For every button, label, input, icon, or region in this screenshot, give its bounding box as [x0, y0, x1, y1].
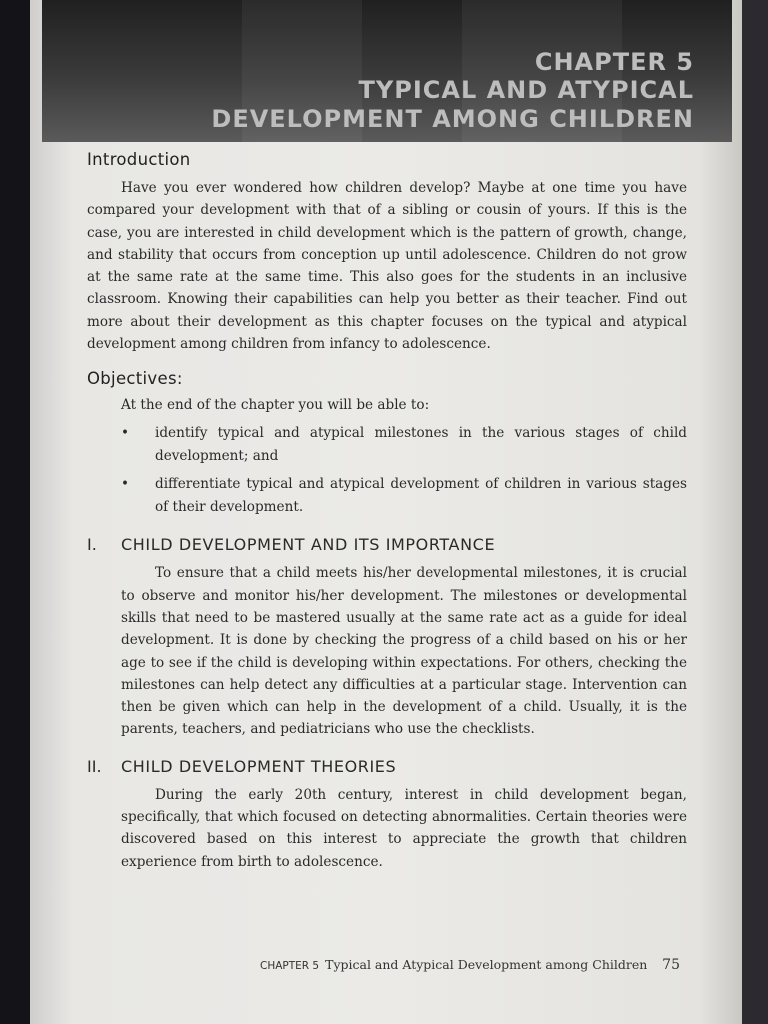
objectives-intro: At the end of the chapter you will be able to:: [121, 397, 430, 414]
section-title: CHILD DEVELOPMENT THEORIES: [121, 756, 397, 776]
introduction-paragraph: Have you ever wondered how children develop? Maybe at one time you have compared your development with that of a sibling or cousin of yours. If this is the case, you are interested in child development which is the pattern of growth, change, and stability that occurs from conception up until adolescence. Children do not grow at the same rate at the same time. This also goes for the students in an inclusive classroom. Knowing their capabilities can help you better as their teacher. Find out more about their development as this chapter focuses on the typical and atypical development among children from infancy to adolescence.: [87, 180, 687, 353]
section-heading: [87, 535, 687, 554]
chapter-banner: [42, 0, 732, 142]
objective-text: differentiate typical and atypical development of children in various stages of their development.: [155, 476, 687, 516]
section-number: I.: [87, 535, 97, 555]
footer-chapter-label: CHAPTER 5: [260, 960, 320, 972]
section-paragraph: During the early 20th century, interest in child development began, specifically, that which focused on detecting abnormalities. Certain theories were discovered based on this interest to appreciate the growth that children experience from birth to adolescence.: [121, 786, 687, 870]
book-edge-right: [738, 0, 768, 1024]
objectives-heading: Objectives:: [87, 369, 183, 389]
objectives-list: [87, 422, 687, 519]
section-title: CHILD DEVELOPMENT AND ITS IMPORTANCE: [121, 535, 496, 555]
bullet-icon: •: [121, 425, 130, 442]
page-footer: [260, 957, 680, 973]
section-number: II.: [87, 756, 102, 776]
page-number: 75: [662, 957, 680, 973]
chapter-number: CHAPTER 5: [534, 48, 694, 76]
chapter-title-line: TYPICAL AND ATYPICAL: [358, 76, 694, 104]
chapter-title-line: DEVELOPMENT AMONG CHILDREN: [211, 105, 694, 133]
objective-text: identify typical and atypical milestones in the various stages of child development; and: [155, 425, 687, 465]
chapter-title: [211, 48, 694, 134]
section-paragraph: To ensure that a child meets his/her developmental milestones, it is crucial to observe and monitor his/her development. The milestones or developmental skills that need to be mastered usually at the same rate act as a guide for ideal development. It is done by checking the progress of a child based on his or her age to see if the child is developing within expectations. For others, checking the milestones can help detect any difficulties at a particular stage. Intervention can then be given which can help in the development of a child. Usually, it is the parents, teachers, and pediatricians who use the checklists.: [121, 565, 687, 738]
introduction-heading: Introduction: [87, 150, 191, 169]
list-item: [121, 422, 687, 468]
book-page: [30, 0, 742, 1024]
bullet-icon: •: [121, 476, 130, 493]
footer-title: Typical and Atypical Development among Children: [325, 957, 648, 972]
book-edge-left: [0, 0, 32, 1024]
page-content: [87, 150, 687, 873]
list-item: [121, 473, 687, 519]
section-heading: [87, 757, 687, 776]
